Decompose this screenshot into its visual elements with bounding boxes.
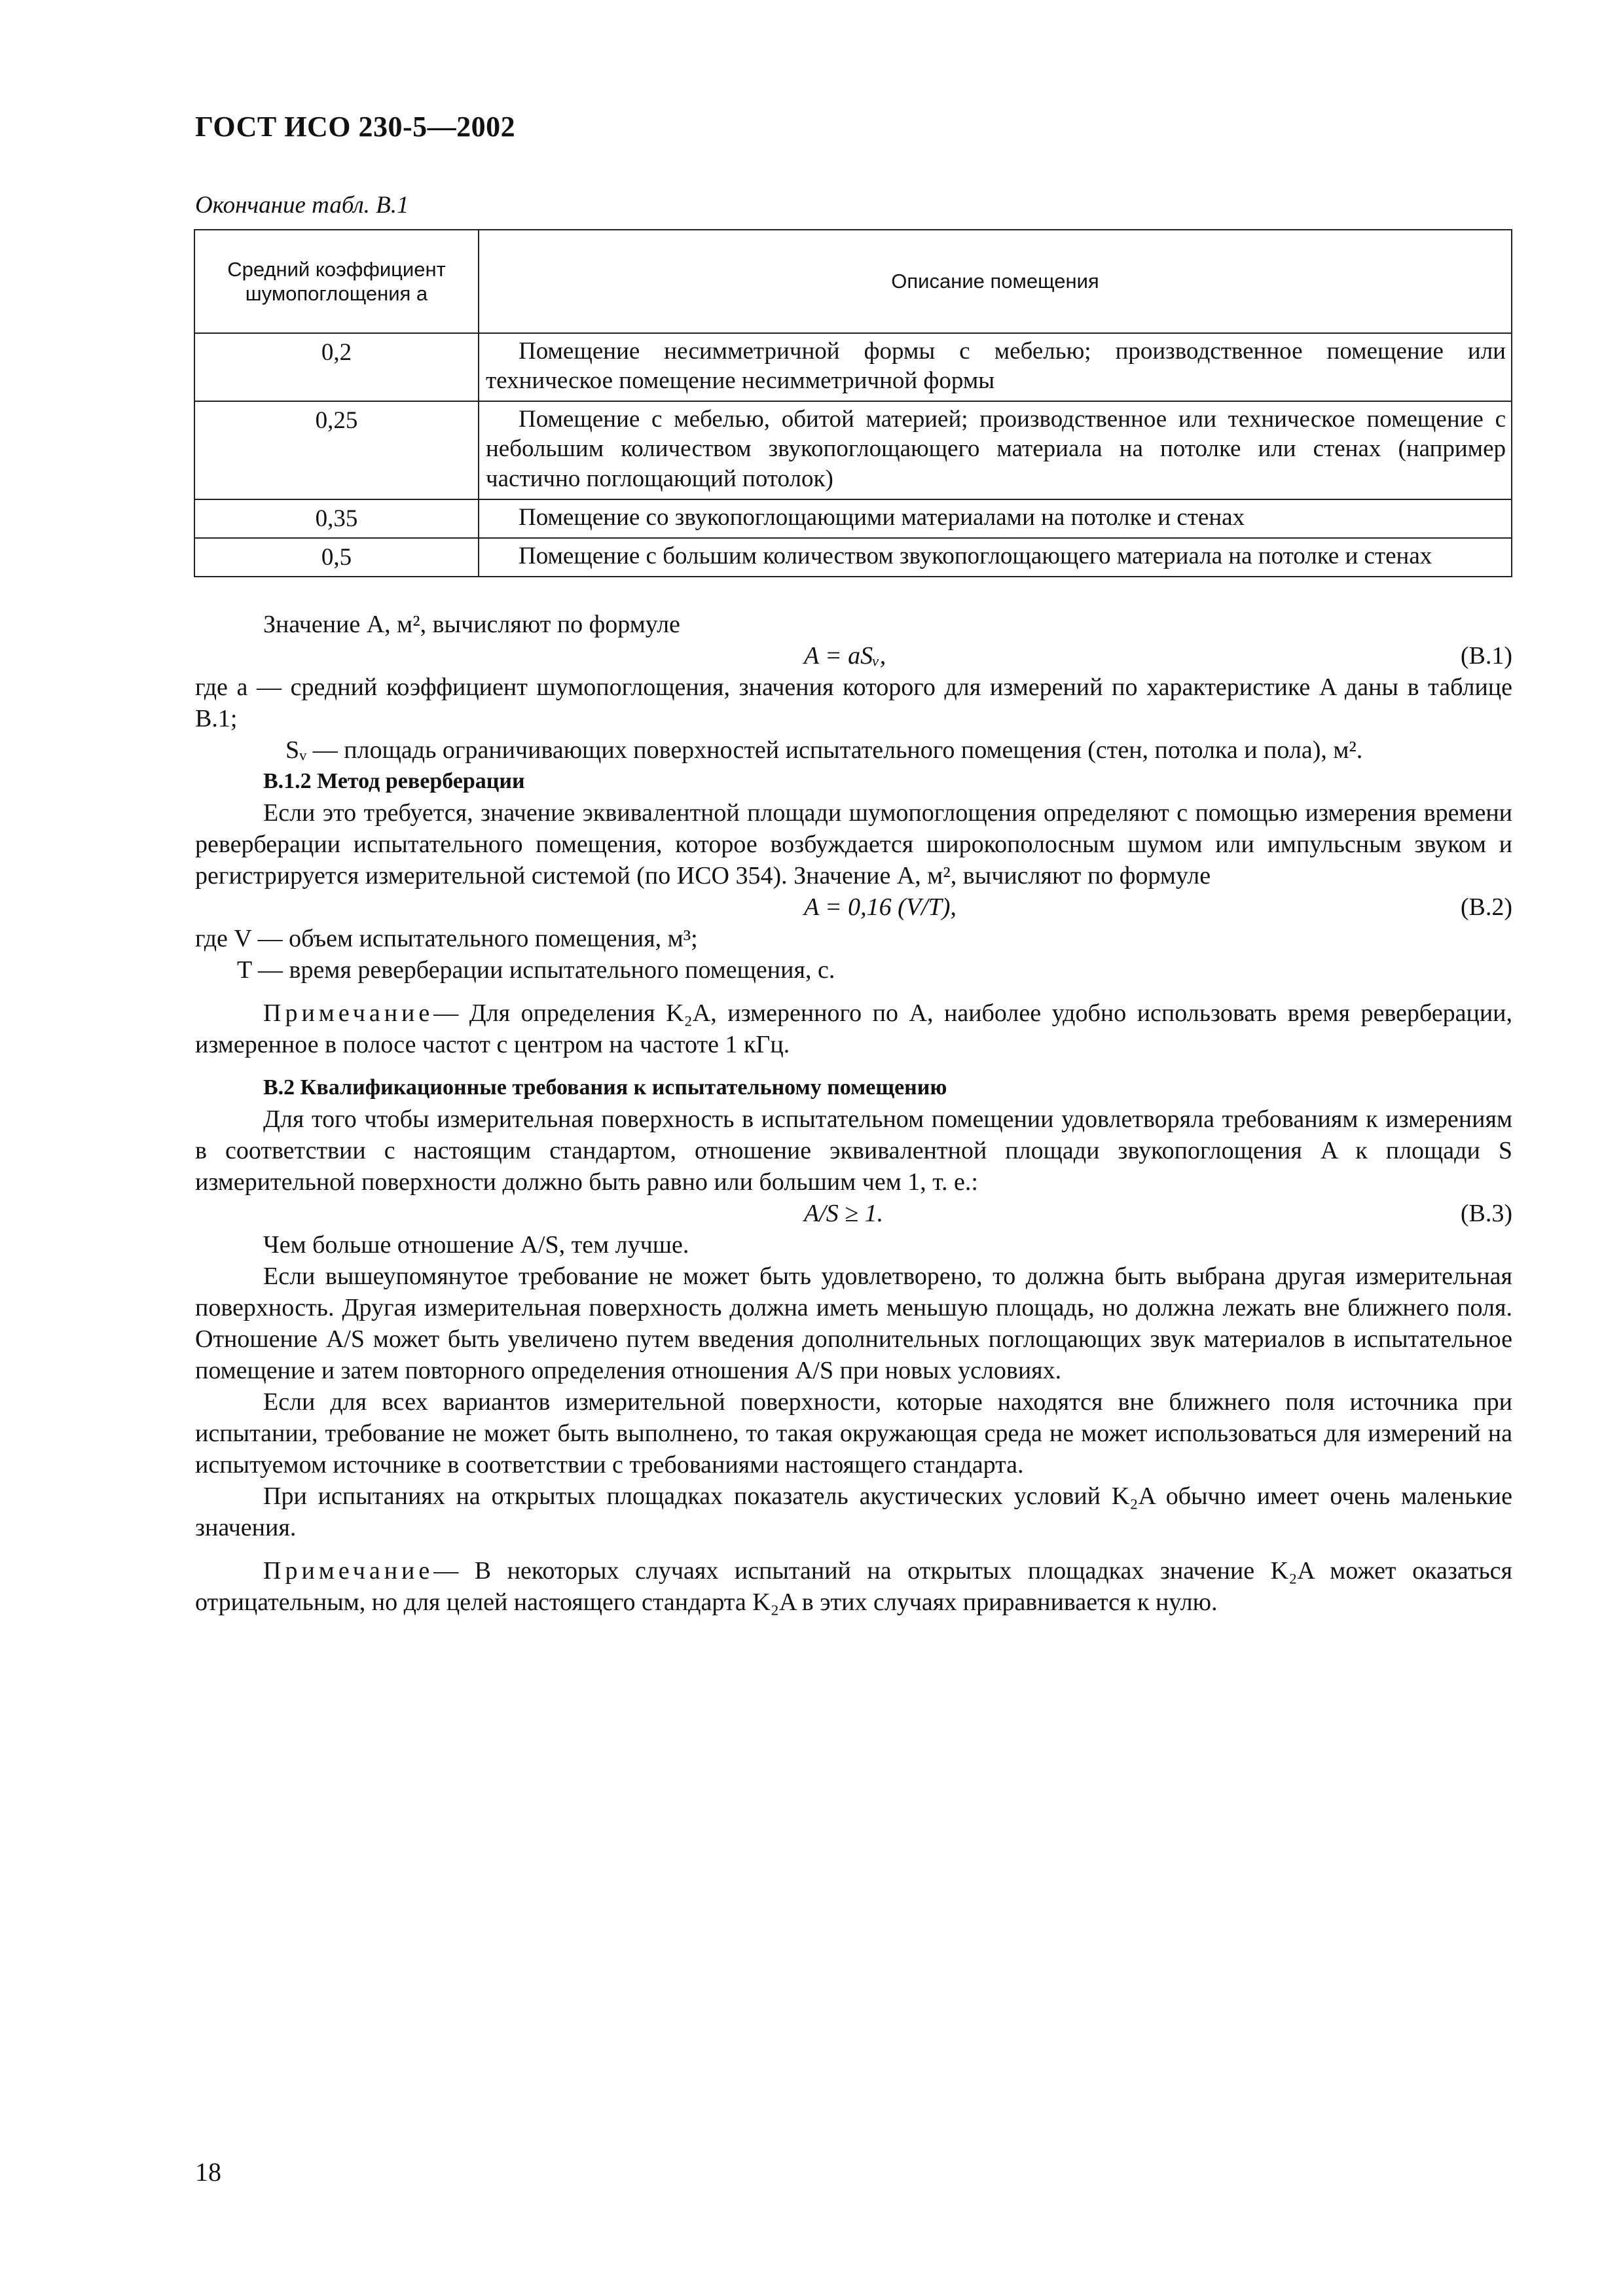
description-cell: Помещение с мебелью, обитой материей; производственное или техническое помещение с небольшим количеством звукопоглощающего материала на потолке или стенах (например частично поглощающий потолок) [479, 401, 1512, 499]
absorption-coefficient-table [194, 229, 1512, 577]
body-text [195, 609, 1512, 1618]
formula-number: (В.2) [1460, 893, 1512, 921]
formula-number: (В.3) [1460, 1200, 1512, 1227]
col-header-description: Описание помещения [479, 230, 1512, 333]
paragraph: Если для всех вариантов измерительной поверхности, которые находятся вне ближнего поля источника при испытании, требование не может быть выполнено, то такая окружающая среда не может использоваться для измерений на испытуемом источнике в соответствии с требованиями настоящего стандарта. [195, 1388, 1512, 1479]
table-row [194, 538, 1512, 577]
note [195, 1555, 1512, 1618]
formula-b2 [195, 891, 1512, 923]
table-row [194, 499, 1512, 538]
table-header-row [194, 230, 1512, 333]
coefficient-cell: 0,35 [194, 499, 479, 538]
note-text: — В некоторых случаях испытаний на открытых площадках значение K₂A может оказаться отрицательным, но для целей настоящего стандарта K₂A в этих случаях приравнивается к нулю. [195, 1557, 1512, 1616]
where-clause: T — время реверберации испытательного помещения, с. [237, 956, 835, 984]
table-caption: Окончание табл. В.1 [195, 192, 409, 219]
coefficient-cell: 0,2 [194, 333, 479, 401]
formula-expression: A/S ≥ 1. [804, 1200, 884, 1227]
paragraph: Если вышеупомянутое требование не может быть удовлетворено, то должна быть выбрана другая измерительная поверхность. Другая измерительная поверхность должна иметь меньшую площадь, но должна лежать вне ближнего поля. Отношение A/S может быть увеличено путем введения дополнительных поглощающих звук материалов в испытательное помещение и затем повторного определения отношения A/S при новых условиях. [195, 1263, 1512, 1384]
formula-expression: A = aSᵥ, [804, 642, 886, 670]
page-number: 18 [195, 2157, 221, 2187]
section-heading: В.1.2 Метод реверберации [263, 769, 525, 793]
table-row [194, 401, 1512, 499]
note-label: Примечание [263, 1557, 434, 1585]
col-header-coefficient: Средний коэффициент шумопоглощения a [194, 230, 479, 333]
table-row [194, 333, 1512, 401]
description-cell: Помещение со звукопоглощающими материалами на потолке и стенах [479, 499, 1512, 538]
description-cell: Помещение несимметричной формы с мебелью; производственное помещение или техническое помещение несимметричной формы [479, 333, 1512, 401]
note-text: — Для определения K₂A, измеренного по A, наиболее удобно использовать время реверберации, измеренное в полосе частот с центром на частоте 1 кГц. [195, 999, 1512, 1058]
coefficient-cell: 0,25 [194, 401, 479, 499]
where-clause: где V — объем испытательного помещения, м³; [195, 925, 698, 952]
paragraph: Для того чтобы измерительная поверхность в испытательном помещении удовлетворяла требованиям к измерениям в соответствии с настоящим стандартом, отношение эквивалентной площади звукопоглощения A к площади S измерительной поверхности должно быть равно или большим чем 1, т. е.: [195, 1105, 1512, 1196]
coefficient-cell: 0,5 [194, 538, 479, 577]
note-label: Примечание [263, 999, 434, 1027]
where-clause: где a — средний коэффициент шумопоглощения, значения которого для измерений по характеристике A даны в таблице В.1; [195, 673, 1512, 732]
paragraph: Если это требуется, значение эквивалентной площади шумопоглощения определяют с помощью измерения времени реверберации испытательного помещения, которое возбуждается широкополосным шумом или импульсным звуком и регистрируется измерительной системой (по ИСО 354). Значение A, м², вычисляют по формуле [195, 799, 1512, 889]
paragraph: Чем больше отношение A/S, тем лучше. [263, 1231, 689, 1259]
page-header: ГОСТ ИСО 230-5—2002 [195, 111, 516, 143]
paragraph: При испытаниях на открытых площадках показатель акустических условий K₂A обычно имеет очень маленькие значения. [195, 1482, 1512, 1541]
formula-b1 [195, 640, 1512, 672]
where-clause: Sᵥ — площадь ограничивающих поверхностей испытательного помещения (стен, потолка и пола), м². [285, 736, 1363, 764]
paragraph: Значение A, м², вычисляют по формуле [263, 611, 680, 638]
formula-number: (В.1) [1460, 642, 1512, 670]
description-cell: Помещение с большим количеством звукопоглощающего материала на потолке и стенах [479, 538, 1512, 577]
formula-expression: A = 0,16 (V/T), [804, 893, 957, 921]
formula-b3 [195, 1198, 1512, 1229]
section-heading: В.2 Квалификационные требования к испытательному помещению [263, 1075, 947, 1100]
note [195, 997, 1512, 1060]
